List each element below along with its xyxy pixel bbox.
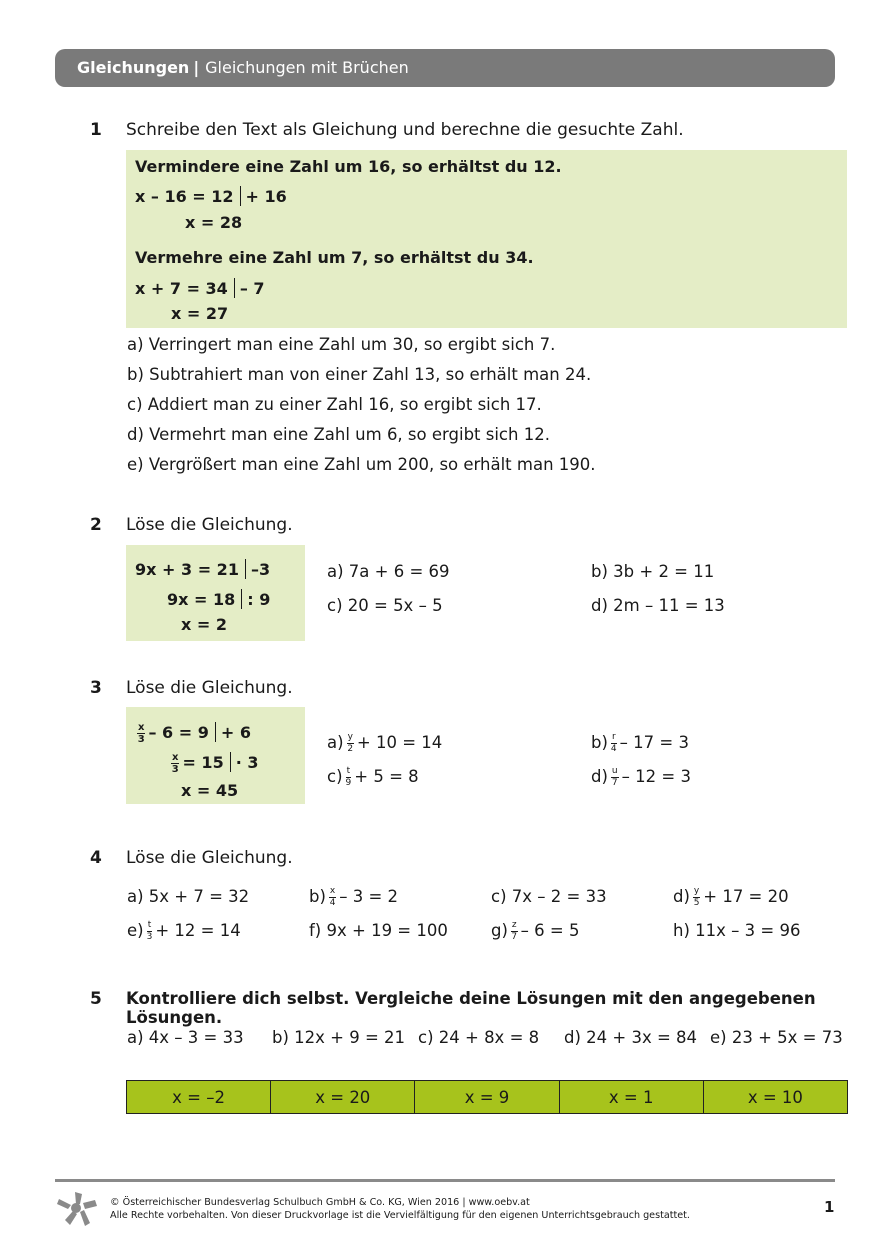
task4-item-f: f) 9x + 19 = 100 bbox=[309, 921, 448, 940]
task3-item-a: a) $\frac{y}{2}$ + 10 = 14 bbox=[327, 732, 443, 754]
task1-number: 1 bbox=[90, 120, 102, 140]
solution-cell: x = 1 bbox=[559, 1081, 703, 1114]
task5-number: 5 bbox=[90, 989, 102, 1009]
task3-item-b: b) $\frac{r}{4}$ – 17 = 3 bbox=[591, 732, 689, 754]
divider bbox=[230, 752, 231, 772]
divider bbox=[241, 589, 242, 609]
eq-lhs: 9x = 18 bbox=[167, 590, 236, 609]
chapter-subtitle: Gleichungen mit Brüchen bbox=[205, 58, 409, 77]
fraction: $\frac{r}{4}$ bbox=[610, 732, 617, 754]
task1-example-box bbox=[126, 150, 847, 328]
task4-item-e: e) $\frac{t}{3}$ + 12 = 14 bbox=[127, 920, 241, 942]
solution-cell: x = 9 bbox=[415, 1081, 559, 1114]
solution-cell: x = 10 bbox=[703, 1081, 847, 1114]
task2-title: Löse die Gleichung. bbox=[126, 515, 293, 535]
footer-text bbox=[110, 1196, 690, 1222]
eq-rest: – 6 = 9 bbox=[148, 723, 209, 742]
task2-item-b: b) 3b + 2 = 11 bbox=[591, 562, 715, 581]
task5-title: Kontrolliere dich selbst. Vergleiche deine Lösungen mit den angegebenen Lösungen. bbox=[126, 989, 816, 1027]
fraction: $\frac{t}{9}$ bbox=[345, 766, 352, 788]
task1-example-res1: x = 28 bbox=[185, 213, 243, 232]
fraction: $\frac{y}{5}$ bbox=[693, 886, 700, 908]
task1-example-res2: x = 27 bbox=[171, 304, 229, 323]
task1-example-text2: Vermehre eine Zahl um 7, so erhältst du 34. bbox=[135, 248, 534, 267]
fraction: $\frac{z}{7}$ bbox=[511, 920, 518, 942]
page-header bbox=[55, 49, 835, 87]
task2-example-l2 bbox=[167, 589, 270, 609]
task1-example-text1: Vermindere eine Zahl um 16, so erhältst du 12. bbox=[135, 157, 562, 176]
fraction: $\frac{x}{3}$ bbox=[137, 722, 145, 745]
eq-op: –3 bbox=[250, 560, 271, 579]
eq2-op: – 7 bbox=[239, 279, 265, 298]
task1-item-c: c) Addiert man zu einer Zahl 16, so ergibt sich 17. bbox=[127, 395, 542, 414]
task5-item-a: a) 4x – 3 = 33 bbox=[127, 1028, 244, 1047]
task1-example-eq1 bbox=[135, 186, 287, 206]
task3-example-l2 bbox=[168, 752, 258, 774]
eq-op: + 6 bbox=[220, 723, 251, 742]
fraction: $\frac{t}{3}$ bbox=[146, 920, 153, 942]
chapter-title: Gleichungen bbox=[77, 58, 190, 77]
task2-example-l1 bbox=[135, 559, 270, 579]
eq-lhs: 9x + 3 = 21 bbox=[135, 560, 239, 579]
eq-rest: = 15 bbox=[182, 753, 224, 772]
task1-title: Schreibe den Text als Gleichung und berechne die gesuchte Zahl. bbox=[126, 120, 684, 140]
task2-item-d: d) 2m – 11 = 13 bbox=[591, 596, 725, 615]
task2-number: 2 bbox=[90, 515, 102, 535]
solution-cell: x = –2 bbox=[127, 1081, 271, 1114]
task2-item-a: a) 7a + 6 = 69 bbox=[327, 562, 450, 581]
task3-item-c: c) $\frac{t}{9}$ + 5 = 8 bbox=[327, 766, 419, 788]
task3-example-l3: x = 45 bbox=[181, 781, 239, 800]
task4-item-c: c) 7x – 2 = 33 bbox=[491, 887, 607, 906]
task1-item-e: e) Vergrößert man eine Zahl um 200, so erhält man 190. bbox=[127, 455, 596, 474]
copyright-line: © Österreichischer Bundesverlag Schulbuch GmbH & Co. KG, Wien 2016 | www.oebv.at bbox=[110, 1197, 530, 1208]
solution-cell: x = 20 bbox=[271, 1081, 415, 1114]
task1-item-b: b) Subtrahiert man von einer Zahl 13, so erhält man 24. bbox=[127, 365, 592, 384]
task3-item-d: d) $\frac{u}{7}$ – 12 = 3 bbox=[591, 766, 691, 788]
eq1-op: + 16 bbox=[245, 187, 287, 206]
task3-title: Löse die Gleichung. bbox=[126, 678, 293, 698]
eq-op: : 9 bbox=[247, 590, 271, 609]
page-number: 1 bbox=[824, 1198, 835, 1216]
footer-divider bbox=[55, 1179, 835, 1182]
task1-example-eq2 bbox=[135, 278, 265, 298]
task2-item-c: c) 20 = 5x – 5 bbox=[327, 596, 443, 615]
publisher-logo-icon bbox=[55, 1190, 99, 1228]
task4-item-a: a) 5x + 7 = 32 bbox=[127, 887, 250, 906]
fraction: $\frac{x}{3}$ bbox=[171, 752, 179, 775]
rights-line: Alle Rechte vorbehalten. Von dieser Druckvorlage ist die Vervielfältigung für den eigenen Unterrichtsgebrauch gestattet. bbox=[110, 1210, 690, 1221]
task2-example-l3: x = 2 bbox=[181, 615, 227, 634]
task4-item-h: h) 11x – 3 = 96 bbox=[673, 921, 801, 940]
task3-example-l1 bbox=[134, 722, 251, 744]
task2-example-box bbox=[126, 545, 305, 641]
task5-item-b: b) 12x + 9 = 21 bbox=[272, 1028, 406, 1047]
divider bbox=[240, 186, 241, 206]
task3-number: 3 bbox=[90, 678, 102, 698]
task4-number: 4 bbox=[90, 848, 102, 868]
fraction: $\frac{x}{4}$ bbox=[329, 886, 336, 908]
eq-op: · 3 bbox=[235, 753, 259, 772]
eq2-lhs: x + 7 = 34 bbox=[135, 279, 228, 298]
eq1-lhs: x – 16 = 12 bbox=[135, 187, 234, 206]
task3-example-box bbox=[126, 707, 305, 804]
task4-title: Löse die Gleichung. bbox=[126, 848, 293, 868]
task5-item-c: c) 24 + 8x = 8 bbox=[418, 1028, 540, 1047]
solutions-row bbox=[127, 1081, 848, 1114]
solutions-table bbox=[126, 1080, 848, 1114]
task5-item-e: e) 23 + 5x = 73 bbox=[710, 1028, 843, 1047]
task5-item-d: d) 24 + 3x = 84 bbox=[564, 1028, 698, 1047]
divider bbox=[215, 722, 216, 742]
task4-item-d: d) $\frac{y}{5}$ + 17 = 20 bbox=[673, 886, 789, 908]
divider bbox=[245, 559, 246, 579]
task1-item-a: a) Verringert man eine Zahl um 30, so ergibt sich 7. bbox=[127, 335, 556, 354]
fraction: $\frac{y}{2}$ bbox=[347, 732, 354, 754]
fraction: $\frac{u}{7}$ bbox=[611, 766, 618, 788]
task4-item-b: b) $\frac{x}{4}$ – 3 = 2 bbox=[309, 886, 399, 908]
divider bbox=[234, 278, 235, 298]
task4-item-g: g) $\frac{z}{7}$ – 6 = 5 bbox=[491, 920, 580, 942]
task1-item-d: d) Vermehrt man eine Zahl um 6, so ergibt sich 12. bbox=[127, 425, 550, 444]
header-separator: | bbox=[193, 58, 200, 77]
